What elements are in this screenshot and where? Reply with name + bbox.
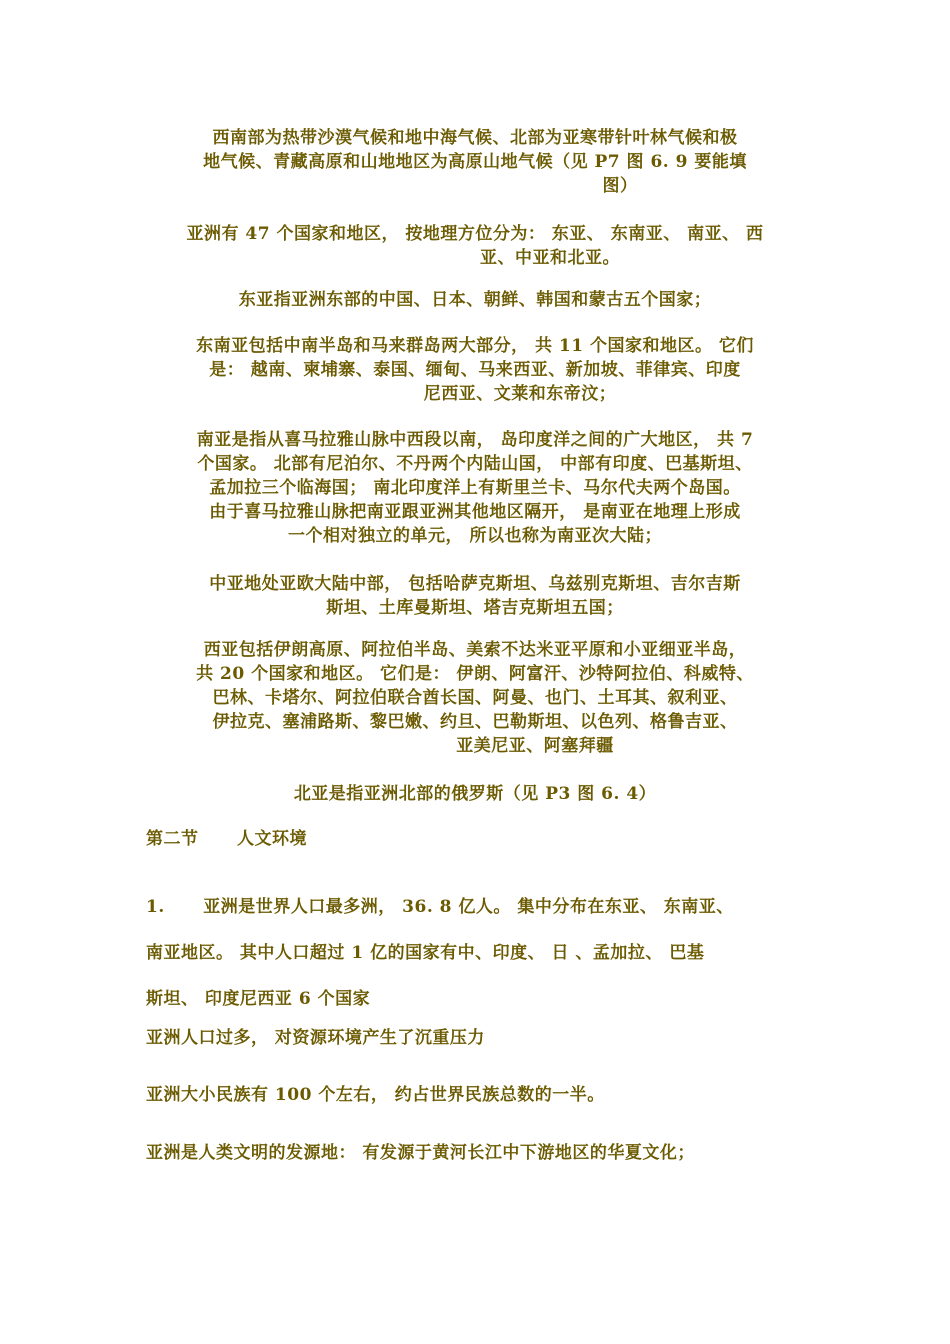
south-asia-line-3: 孟加拉三个临海国； 南北印度洋上有斯里兰卡、马尔代夫两个岛国。 xyxy=(209,478,741,498)
pressure-paragraph: 亚洲人口过多， 对资源环境产生了沉重压力 xyxy=(146,1028,485,1048)
west-asia-line-3: 巴林、卡塔尔、阿拉伯联合酋长国、阿曼、也门、土耳其、叙利亚、 xyxy=(212,688,738,708)
south-asia-line-2: 个国家。 北部有尼泊尔、不丹两个内陆山国， 中部有印度、巴基斯坦、 xyxy=(197,454,753,474)
east-asia-line-1: 东亚指亚洲东部的中国、日本、朝鲜、韩国和蒙古五个国家； xyxy=(238,290,712,310)
civilization-paragraph: 亚洲是人类文明的发源地： 有发源于黄河长江中下游地区的华夏文化； xyxy=(146,1143,695,1163)
population-line-2: 南亚地区。 其中人口超过 1 亿的国家有中、印度、 日 、孟加拉、 巴基 xyxy=(146,943,705,963)
central-asia-line-1: 中亚地处亚欧大陆中部， 包括哈萨克斯坦、乌兹别克斯坦、吉尔吉斯 xyxy=(209,574,741,594)
west-asia-paragraph xyxy=(140,638,810,758)
south-asia-line-5: 一个相对独立的单元， 所以也称为南亚次大陆； xyxy=(288,526,662,546)
north-asia-line-1: 北亚是指亚洲北部的俄罗斯（见 P3 图 6. 4） xyxy=(293,784,657,804)
population-paragraph xyxy=(146,884,816,1022)
section-title: 第二节 人文环境 xyxy=(146,829,308,849)
countries-line-1: 亚洲有 47 个国家和地区， 按地理方位分为： 东亚、 东南亚、 南亚、 西 xyxy=(186,224,764,244)
southeast-asia-line-3: 尼西亚、文莱和东帝汶； xyxy=(423,384,617,404)
climate-line-3: 图） xyxy=(602,176,638,196)
west-asia-line-1: 西亚包括伊朗高原、阿拉伯半岛、美索不达米亚平原和小亚细亚半岛， xyxy=(203,640,747,660)
countries-paragraph xyxy=(140,222,810,270)
countries-line-2: 亚、中亚和北亚。 xyxy=(480,248,620,268)
population-line-3: 斯坦、 印度尼西亚 6 个国家 xyxy=(146,989,371,1009)
ethnic-paragraph: 亚洲大小民族有 100 个左右， 约占世界民族总数的一半。 xyxy=(146,1085,605,1105)
south-asia-line-4: 由于喜马拉雅山脉把南亚跟亚洲其他地区隔开， 是南亚在地理上形成 xyxy=(209,502,741,522)
west-asia-line-2: 共 20 个国家和地区。 它们是： 伊朗、阿富汗、沙特阿拉伯、科威特、 xyxy=(196,664,754,684)
climate-line-2: 地气候、青藏高原和山地地区为高原山地气候（见 P7 图 6. 9 要能填 xyxy=(203,152,747,172)
west-asia-line-4: 伊拉克、塞浦路斯、黎巴嫩、约旦、巴勒斯坦、以色列、格鲁吉亚、 xyxy=(212,712,738,732)
southeast-asia-line-1: 东南亚包括中南半岛和马来群岛两大部分， 共 11 个国家和地区。 它们 xyxy=(196,336,754,356)
south-asia-line-1: 南亚是指从喜马拉雅山脉中西段以南， 岛印度洋之间的广大地区， 共 7 xyxy=(196,430,754,450)
climate-line-1: 西南部为热带沙漠气候和地中海气候、北部为亚寒带针叶林气候和极 xyxy=(212,128,738,148)
central-asia-paragraph xyxy=(140,572,810,620)
southeast-asia-paragraph xyxy=(140,334,810,406)
population-line-1: 1. 亚洲是世界人口最多洲， 36. 8 亿人。 集中分布在东亚、 东南亚、 xyxy=(146,897,734,917)
south-asia-paragraph xyxy=(140,428,810,548)
north-asia-paragraph xyxy=(140,782,810,806)
southeast-asia-line-2: 是： 越南、柬埔寨、泰国、缅甸、马来西亚、新加坡、菲律宾、印度 xyxy=(209,360,741,380)
climate-paragraph xyxy=(140,126,810,198)
west-asia-line-5: 亚美尼亚、阿塞拜疆 xyxy=(456,736,614,756)
east-asia-paragraph xyxy=(140,288,810,312)
central-asia-line-2: 斯坦、土库曼斯坦、塔吉克斯坦五国； xyxy=(326,598,624,618)
